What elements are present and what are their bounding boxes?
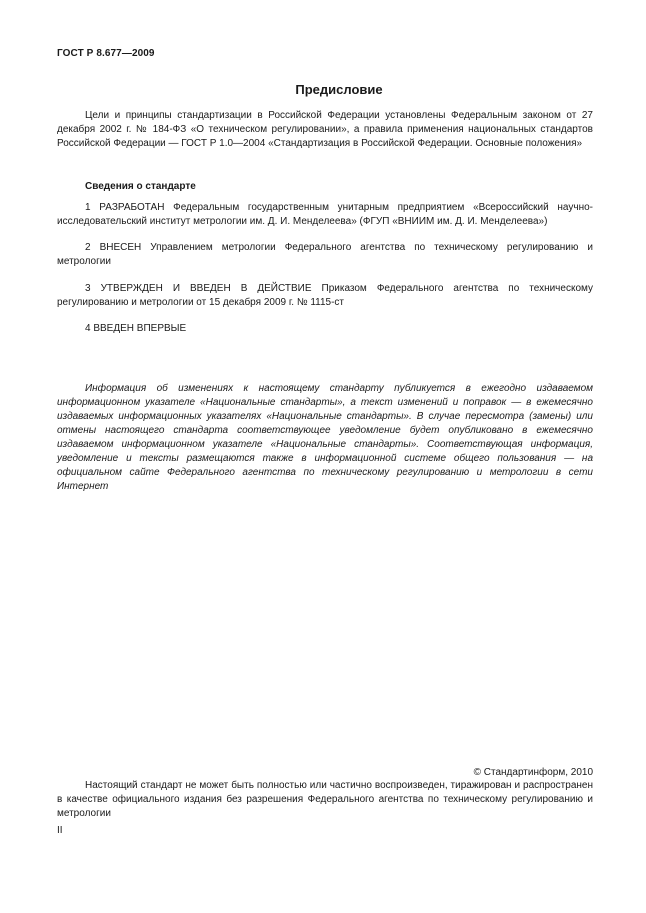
reproduction-notice-block [57,779,593,821]
list-item: 1 РАЗРАБОТАН Федеральным государственным унитарным предприятием «Всероссийский научно-исследовательский институт метрологии им. Д. И. Менделеева» (ФГУП «ВНИИМ им. Д. И. Менделеева») [57,202,593,227]
item-1-block [57,201,593,229]
copyright: © Стандартинформ, 2010 [473,767,593,778]
list-item: 3 УТВЕРЖДЕН И ВВЕДЕН В ДЕЙСТВИЕ Приказом Федерального агентства по техническому регулированию и метрологии от 15 декабря 2009 г. № 1115-ст [57,283,593,308]
info-notice-block [57,382,593,494]
page-number: II [57,825,63,836]
list-item: 2 ВНЕСЕН Управлением метрологии Федерального агентства по техническому регулированию и метрологии [57,242,593,267]
page-title: Предисловие [295,82,383,97]
intro-paragraph [57,109,593,151]
section-heading: Сведения о стандарте [85,181,196,192]
item-3-block [57,282,593,310]
list-item: 4 ВВЕДЕН ВПЕРВЫЕ [85,323,187,334]
intro-text: Цели и принципы стандартизации в Российской Федерации установлены Федеральным законом от 27 декабря 2002 г. № 184-ФЗ «О техническом регулировании», а правила применения национальных стандартов Российской Федерации — ГОСТ Р 1.0—2004 «Стандартизация в Российской Федерации. Основные положения» [57,110,593,149]
reproduction-notice: Настоящий стандарт не может быть полностью или частично воспроизведен, тиражирован и распространен в качестве официального издания без разрешения Федерального агентства по техническому регулированию и метрологии [57,780,593,819]
item-2-block [57,241,593,269]
info-notice: Информация об изменениях к настоящему стандарту публикуется в ежегодно издаваемом информационном указателе «Национальные стандарты», а текст изменений и поправок — в ежемесячно издаваемых информационных указателях «Национальные стандарты». В случае пересмотра (замены) или отмены настоящего стандарта соответствующее уведомление будет опубликовано в ежемесячно издаваемом информационном указателе «Национальные стандарты». Соответствующая информация, уведомление и тексты размещаются также в информационной системе общего пользования — на официальном сайте Федерального агентства по техническому регулированию и метрологии в сети Интернет [57,383,593,492]
section-heading-block [57,180,593,194]
document-id: ГОСТ Р 8.677—2009 [57,48,155,59]
item-4-block [57,322,593,336]
